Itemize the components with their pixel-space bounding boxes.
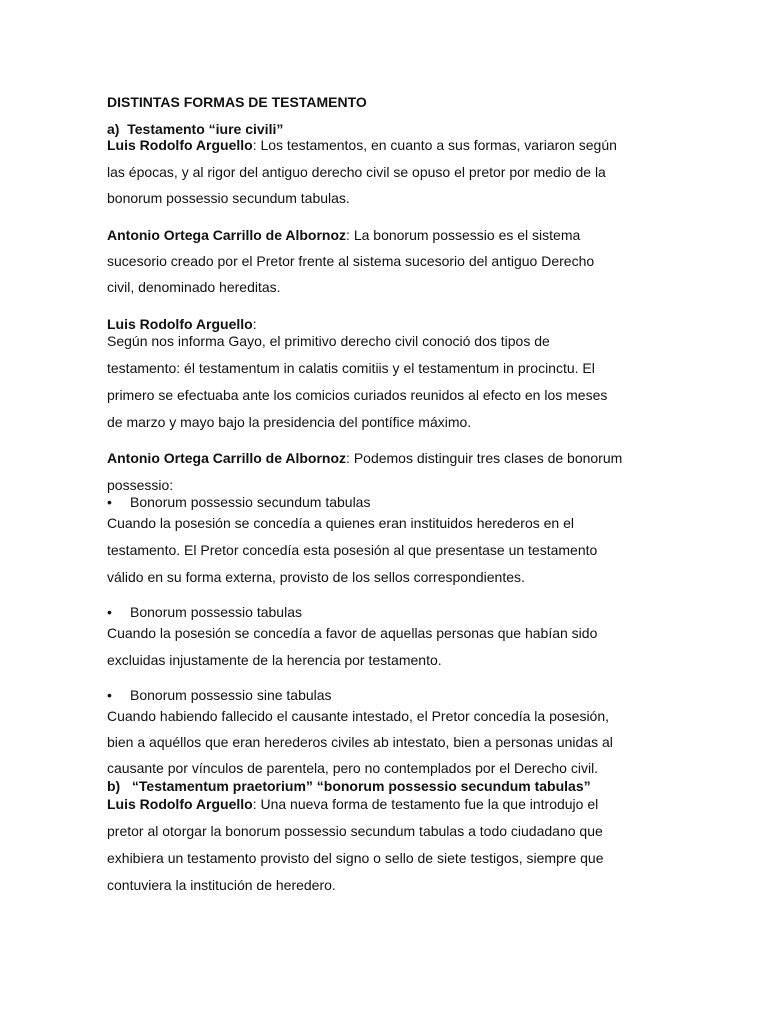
section-b-marker: b) bbox=[107, 778, 121, 794]
bullet-label: Bonorum possessio secundum tabulas bbox=[130, 494, 371, 510]
bullet-2-line-1: Cuando la posesión se concedía a favor de aquellas personas que habían sido bbox=[107, 625, 598, 641]
section-a-heading bbox=[107, 121, 283, 137]
paragraph-3-author-line: Luis Rodolfo Arguello: bbox=[107, 316, 257, 332]
section-b-line-4: contuviera la institución de heredero. bbox=[107, 877, 336, 893]
bullet-1-line-1: Cuando la posesión se concedía a quienes eran instituidos herederos en el bbox=[107, 515, 574, 531]
paragraph-2-line-3: civil, denominado hereditas. bbox=[107, 279, 281, 295]
bullet-label: Bonorum possessio sine tabulas bbox=[130, 687, 332, 703]
bullet-3-line-1: Cuando habiendo fallecido el causante intestado, el Pretor concedía la posesión, bbox=[107, 708, 610, 724]
bullet-label: Bonorum possessio tabulas bbox=[130, 604, 302, 620]
section-b-line-1: Luis Rodolfo Arguello: Una nueva forma de testamento fue la que introdujo el bbox=[107, 796, 599, 812]
author-name: Luis Rodolfo Arguello bbox=[107, 796, 253, 812]
paragraph-3-line-1: Según nos informa Gayo, el primitivo derecho civil conoció dos tipos de bbox=[107, 333, 550, 349]
section-a-title: Testamento “iure civili” bbox=[127, 121, 284, 137]
bullet-1-line-2: testamento. El Pretor concedía esta posesión al que presentase un testamento bbox=[107, 542, 598, 558]
author-name: Antonio Ortega Carrillo de Albornoz bbox=[107, 227, 347, 243]
section-b-line-2: pretor al otorgar la bonorum possessio secundum tabulas a todo ciudadano que bbox=[107, 823, 603, 839]
bullet-3-line-3: causante por vínculos de parentela, pero no contemplados por el Derecho civil. bbox=[107, 760, 599, 776]
paragraph-3-line-4: de marzo y mayo bajo la presidencia del pontífice máximo. bbox=[107, 414, 472, 430]
paragraph-3-line-3: primero se efectuaba ante los comicios curiados reunidos al efecto en los meses bbox=[107, 387, 608, 403]
bullet-1-line-3: válido en su forma externa, provisto de los sellos correspondientes. bbox=[107, 569, 525, 585]
bullet-2-line-2: excluidas injustamente de la herencia por testamento. bbox=[107, 652, 442, 668]
section-a-marker: a) bbox=[107, 121, 120, 137]
bullet-icon: • bbox=[107, 494, 112, 510]
paragraph-2-line-2: sucesorio creado por el Pretor frente al sistema sucesorio del antiguo Derecho bbox=[107, 253, 595, 269]
paragraph-4-line-2: possessio: bbox=[107, 477, 174, 493]
paragraph-3-line-2: testamento: él testamentum in calatis comitiis y el testamentum in procinctu. El bbox=[107, 360, 595, 376]
author-name: Antonio Ortega Carrillo de Albornoz bbox=[107, 450, 347, 466]
bullet-3-line-2: bien a aquéllos que eran herederos civiles ab intestato, bien a personas unidas al bbox=[107, 734, 613, 750]
author-name: Luis Rodolfo Arguello bbox=[107, 137, 253, 153]
section-a-line-2: las épocas, y al rigor del antiguo derecho civil se opuso el pretor por medio de la bbox=[107, 164, 606, 180]
section-b-title: “Testamentum praetorium” “bonorum possessio secundum tabulas” bbox=[131, 778, 591, 794]
document-title: DISTINTAS FORMAS DE TESTAMENTO bbox=[107, 94, 367, 110]
section-a-line-1: Luis Rodolfo Arguello: Los testamentos, en cuanto a sus formas, variaron según bbox=[107, 137, 617, 153]
bullet-icon: • bbox=[107, 604, 112, 620]
paragraph-4-line-1: Antonio Ortega Carrillo de Albornoz: Podemos distinguir tres clases de bonorum bbox=[107, 450, 623, 466]
author-name: Luis Rodolfo Arguello bbox=[107, 316, 253, 332]
section-b-line-3: exhibiera un testamento provisto del signo o sello de siete testigos, siempre que bbox=[107, 850, 604, 866]
paragraph-2-line-1: Antonio Ortega Carrillo de Albornoz: La bonorum possessio es el sistema bbox=[107, 227, 581, 243]
bullet-icon: • bbox=[107, 687, 112, 703]
section-b-heading bbox=[107, 778, 591, 794]
section-a-line-3: bonorum possessio secundum tabulas. bbox=[107, 190, 350, 206]
